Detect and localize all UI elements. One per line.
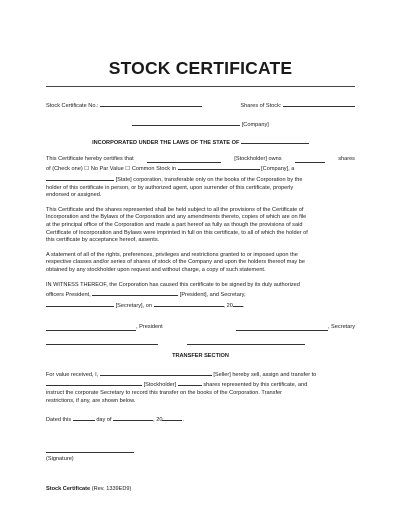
- transfer-year-blank[interactable]: [162, 414, 185, 424]
- page-title: STOCK CERTIFICATE: [108, 58, 293, 78]
- no-par-value-checkbox[interactable]: ☐: [84, 166, 90, 173]
- shares-of-stock-label: Shares of Stock:: [240, 103, 282, 109]
- provisions-line: Certificate of Incorporation and Bylaws were imprinted in full on this certificate, to all of which the holder of: [46, 229, 308, 236]
- president-signature-line[interactable]: [46, 323, 136, 331]
- witness-year-prefix: 20: [226, 302, 233, 309]
- transfer-signature-field[interactable]: [46, 445, 355, 464]
- provisions-paragraph: [46, 207, 355, 245]
- transfer-section-heading: TRANSFER SECTION: [172, 353, 229, 360]
- president-print-line[interactable]: [46, 337, 158, 345]
- company-name-blank[interactable]: [132, 119, 240, 126]
- title-divider: [46, 86, 355, 87]
- state-of-incorporation-blank[interactable]: [241, 137, 309, 144]
- witness-line-1: IN WITNESS THEREOF, the Corporation has caused this certificate to be signed by its duly authorized: [46, 281, 300, 288]
- transfer-month-blank[interactable]: [113, 414, 155, 424]
- transfer-paragraph: [46, 369, 355, 405]
- certificate-no-field[interactable]: [46, 100, 202, 111]
- secretary-signature-field[interactable]: [236, 323, 355, 331]
- certification-text-2: [Stockholder] owns: [234, 155, 282, 162]
- transfer-line-2: [46, 379, 355, 390]
- transfer-line-1: [46, 369, 355, 380]
- incorporated-heading-text: INCORPORATED UNDER THE LAWS OF THE STATE OF: [92, 140, 240, 147]
- day-of-label: day of: [96, 417, 112, 424]
- certification-line-2: [46, 163, 355, 174]
- document-footer: [46, 486, 131, 492]
- rights-line: obtained by any stockholder upon request and without charge, a copy of such statement.: [46, 266, 266, 273]
- rights-paragraph: [46, 252, 355, 275]
- witness-comma: ,: [223, 302, 226, 309]
- transfer-line-4: restrictions, if any, are shown below.: [46, 397, 136, 404]
- transfer-line-3: instruct the corporate Secretary to record this transfer on the books of the Corporation. Transfer: [46, 390, 282, 397]
- company-name-field[interactable]: [46, 119, 355, 130]
- state-blank[interactable]: [46, 174, 114, 181]
- company-label: [Company]: [241, 121, 269, 128]
- secretary-signature-label: , Secretary: [327, 323, 355, 330]
- certification-text-3: shares: [338, 155, 355, 162]
- certification-line-3: [46, 174, 355, 185]
- header-fields-row: [46, 100, 355, 111]
- witness-line-3: [46, 300, 355, 311]
- provisions-line: This Certificate and the shares represented shall be held subject to all the provisions of the Certificate of: [46, 206, 304, 213]
- certification-text-1: This Certificate hereby certifies that: [46, 155, 134, 162]
- transfer-date-line: [46, 414, 355, 425]
- dated-label: Dated this: [46, 417, 72, 424]
- shares-of-stock-field[interactable]: [240, 100, 355, 111]
- seller-blank[interactable]: [100, 369, 212, 376]
- common-stock-label: Common Stock in: [131, 166, 176, 173]
- transfer-text-1: For value received, I,: [46, 371, 99, 378]
- transfer-text-2: [Seller] hereby sell, assign and transfer to: [213, 371, 317, 378]
- witness-period: .: [242, 302, 245, 309]
- president-name-blank[interactable]: [92, 289, 178, 296]
- rights-line: A statement of all of the rights, preferences, privileges and restrictions granted to or imposed upon the: [46, 251, 298, 258]
- secretary-signature-line[interactable]: [236, 323, 328, 331]
- certification-line-5: endorsed or assigned.: [46, 192, 102, 199]
- shares-of-stock-blank[interactable]: [283, 100, 355, 107]
- footer-label: Stock Certificate: [46, 486, 91, 492]
- certificate-no-blank[interactable]: [100, 100, 202, 107]
- witness-text-secretary: [Secretary], on: [115, 302, 152, 309]
- witness-year-blank[interactable]: [233, 300, 243, 307]
- officer-signatures-row: [46, 323, 355, 331]
- transfer-signature-label: (Signature): [46, 456, 74, 463]
- provisions-line: Incorporation and the Bylaws of the Corporation and any amendments thereto, copies of which are on file: [46, 214, 307, 221]
- witness-date-blank[interactable]: [154, 300, 224, 307]
- certification-text-5: [State] corporation, transferable only on the books of the Corporation by the: [115, 176, 303, 183]
- certification-line-1: [46, 156, 355, 164]
- witness-text-president: [President], and Secretary,: [179, 292, 246, 299]
- secretary-name-blank[interactable]: [46, 300, 114, 307]
- company-blank[interactable]: [178, 163, 260, 170]
- secondary-lines-row: [46, 337, 355, 345]
- no-par-value-label: No Par Value: [90, 166, 124, 173]
- transfer-year-prefix: 20: [156, 417, 163, 424]
- transfer-day-blank[interactable]: [73, 414, 95, 421]
- provisions-line: at the principal office of the Corporation and made a part hereof as fully as though the provisions of said: [46, 221, 303, 228]
- certification-paragraph: [46, 156, 355, 200]
- president-signature-field[interactable]: [46, 323, 163, 331]
- rights-line: respective classes and/or series of shares of stock of the Company and upon the holders thereof may be: [46, 259, 306, 266]
- certification-text-4: [Company], a: [261, 166, 295, 173]
- transfer-text-4: shares represented by this certificate, and: [203, 382, 308, 389]
- transfer-text-3: [Stockholder]: [143, 382, 177, 389]
- share-count-blank[interactable]: [295, 156, 325, 163]
- transfer-shares-blank[interactable]: [178, 379, 202, 386]
- stockholder-blank[interactable]: [147, 156, 221, 163]
- certification-line-4: holder of this certificate in person, or by authorized agent, upon surrender of this certificate, properly: [46, 184, 294, 191]
- common-stock-checkbox[interactable]: ☐: [125, 166, 131, 173]
- provisions-line: this certificate by acceptance hereof, assents.: [46, 237, 160, 244]
- witness-text-officers: officers President,: [46, 292, 91, 299]
- transfer-period: .: [182, 417, 185, 424]
- president-signature-label: , President: [136, 323, 163, 330]
- witness-paragraph: [46, 282, 355, 311]
- transfer-stockholder-blank[interactable]: [46, 379, 142, 386]
- footer-revision: (Rev. 1339ED9): [91, 486, 132, 492]
- certificate-no-label: Stock Certificate No.:: [46, 103, 99, 109]
- secretary-print-line[interactable]: [187, 337, 305, 345]
- check-one-text: of (Check one): [46, 166, 83, 173]
- transfer-comma: ,: [153, 417, 155, 424]
- transfer-signature-line[interactable]: [46, 445, 134, 453]
- witness-line-2: [46, 289, 355, 300]
- incorporated-heading: [46, 137, 355, 148]
